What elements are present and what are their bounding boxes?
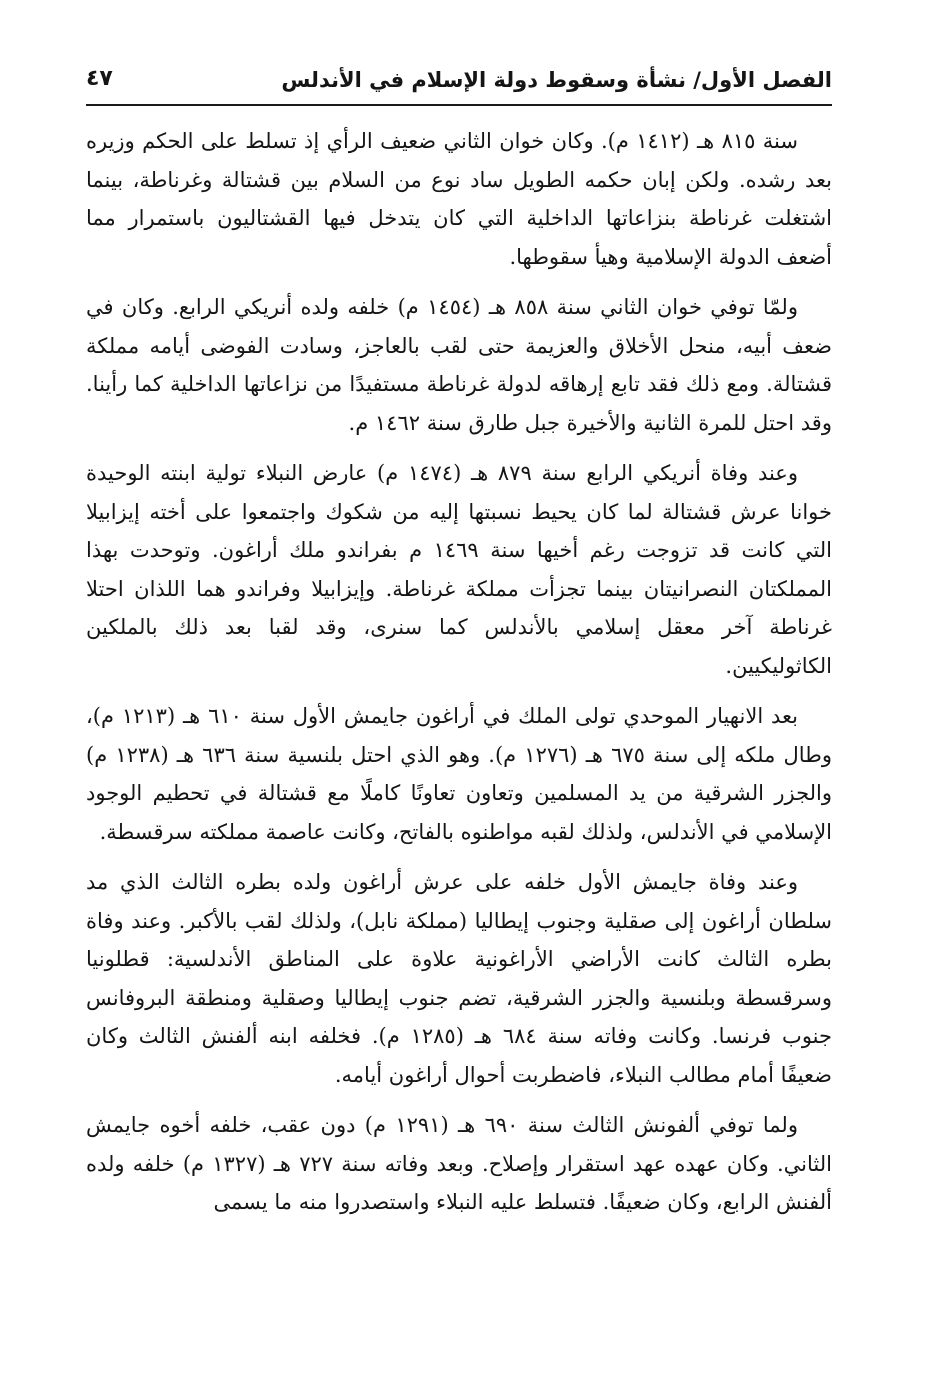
chapter-title: الفصل الأول/ نشأة وسقوط دولة الإسلام في الأندلس	[281, 68, 832, 92]
paragraph: ولما توفي ألفونش الثالث سنة ٦٩٠ هـ (١٢٩١ م) دون عقب، خلفه أخوه جايمش الثاني. وكان عهده عهد استقرار وإصلاح. وبعد وفاته سنة ٧٢٧ هـ (١٣٢٧ م) خلفه ولده ألفنش الرابع، وكان ضعيفًا. فتسلط عليه النبلاء واستصدروا منه ما يسمى	[86, 1113, 832, 1214]
paragraph: بعد الانهيار الموحدي تولى الملك في أراغون جايمش الأول سنة ٦١٠ هـ (١٢١٣ م)، وطال ملكه إلى سنة ٦٧٥ هـ (١٢٧٦ م). وهو الذي احتل بلنسية سنة ٦٣٦ هـ (١٢٣٨ م) والجزر الشرقية من يد المسلمين وتعاون تعاونًا كاملًا مع قشتالة في تحطيم الوجود الإسلامي في الأندلس، ولذلك لقبه مواطنوه بالفاتح، وكانت عاصمة مملكته سرقسطة.	[86, 704, 833, 844]
body-text	[86, 122, 832, 1234]
paragraph: وعند وفاة أنريكي الرابع سنة ٨٧٩ هـ (١٤٧٤ م) عارض النبلاء تولية ابنته الوحيدة خوانا عرش قشتالة لما كان يحيط نسبتها إليه من شكوك واجتمعوا على أخته إيزابيلا التي كانت قد تزوجت رغم أخيها سنة ١٤٦٩ م بفراندو ملك أراغون. وتوحدت بهذا المملكتان النصرانيتان بينما تجزأت مملكة غرناطة. وإيزابيلا وفراندو هما اللذان احتلا غرناطة آخر معقل إسلامي بالأندلس كما سنرى، وقد لقبا بعد ذلك بالملكين الكاثوليكيين.	[86, 461, 832, 678]
header-divider	[86, 104, 832, 106]
paragraph: وعند وفاة جايمش الأول خلفه على عرش أراغون ولده بطره الثالث الذي مد سلطان أراغون إلى صقلية وجنوب إيطاليا (مملكة نابل)، ولذلك لقب بالأكبر. وعند وفاة بطره الثالث كانت الأراضي الأراغونية علاوة على المناطق الأندلسية: قطلونيا وسرقسطة وبلنسية والجزر الشرقية، تضم جنوب إيطاليا وصقلية ومنطقة البروفانس جنوب فرنسا. وكانت وفاته سنة ٦٨٤ هـ (١٢٨٥ م). فخلفه ابنه ألفنش الثالث وكان ضعيفًا أمام مطالب النبلاء، فاضطربت أحوال أراغون أيامه.	[86, 870, 832, 1087]
page-number: ٤٧	[86, 66, 113, 91]
paragraph: ولمّا توفي خوان الثاني سنة ٨٥٨ هـ (١٤٥٤ م) خلفه ولده أنريكي الرابع. وكان في ضعف أبيه، منحل الأخلاق والعزيمة حتى لقب بالعاجز، وسادت الفوضى أيامه مملكة قشتالة. ومع ذلك فقد تابع إرهاقه لدولة غرناطة مستفيدًا من نزاعاتها الداخلية كما رأينا. وقد احتل للمرة الثانية والأخيرة جبل طارق سنة ١٤٦٢ م.	[86, 295, 832, 435]
paragraph: سنة ٨١٥ هـ (١٤١٢ م). وكان خوان الثاني ضعيف الرأي إذ تسلط على الحكم وزيره بعد رشده. ولكن إبان حكمه الطويل ساد نوع من السلام بين قشتالة وغرناطة، بينما اشتغلت غرناطة بنزاعاتها الداخلية التي كان يتدخل فيها القشتاليون باستمرار مما أضعف الدولة الإسلامية وهيأ سقوطها.	[86, 129, 832, 269]
running-header	[86, 66, 832, 106]
